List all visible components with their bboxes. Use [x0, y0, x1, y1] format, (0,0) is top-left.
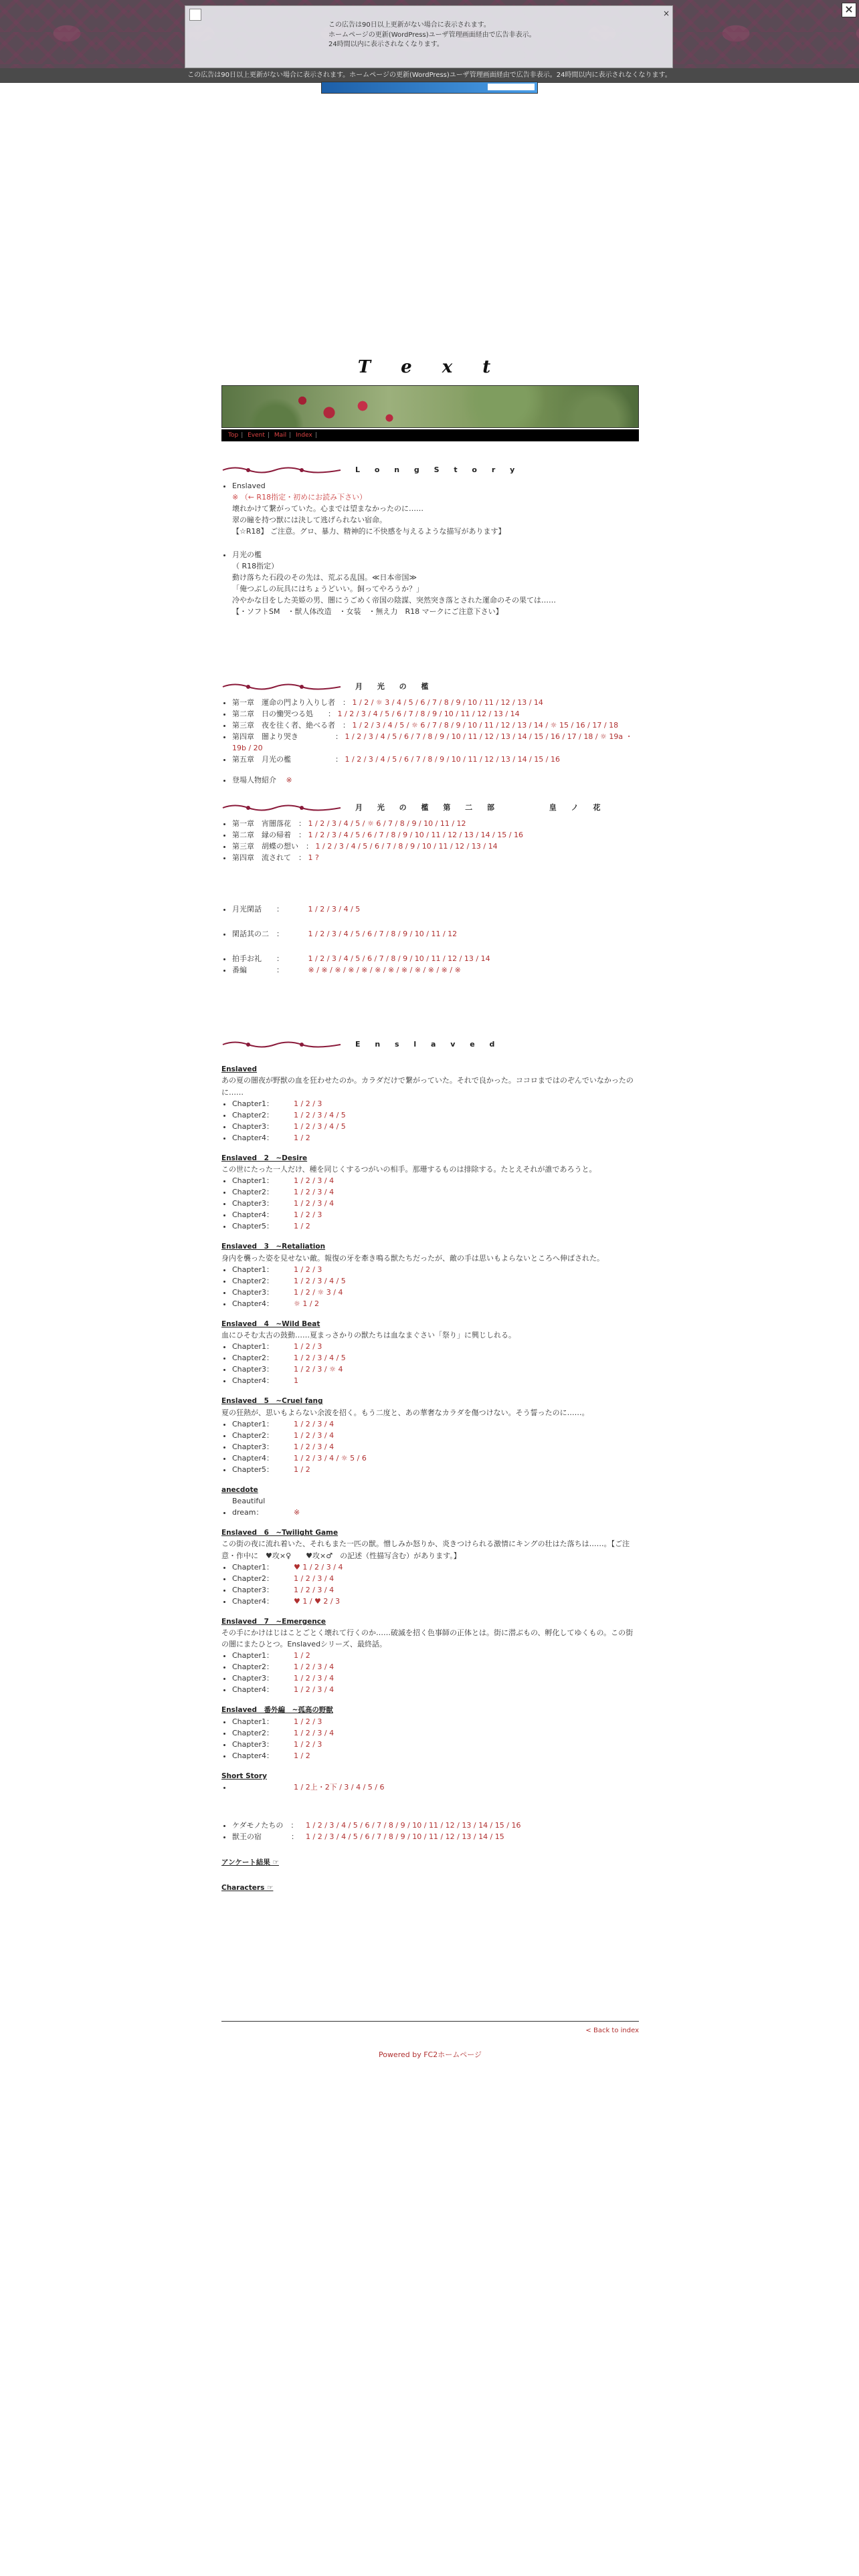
chapter-links[interactable]: 1 / 2 / 3 / 4: [294, 1728, 335, 1737]
chapter-links[interactable]: 1: [294, 1376, 298, 1386]
chapter-links[interactable]: 1 / 2 / 3 / 4: [294, 1188, 335, 1197]
nav-event-link[interactable]: Event: [248, 432, 265, 439]
chapter-list: [221, 1562, 639, 1607]
story-desc: 冷やかな目をした美姫の男、闇にうごめく帝国の陰謀、突然突き落とされた運命のその果ては……: [232, 596, 556, 605]
list-item: [232, 1186, 639, 1198]
chapter-label: 登場人物紹介: [232, 775, 284, 784]
ad-banner[interactable]: [0, 0, 859, 68]
chapter-list: [221, 1341, 639, 1386]
enslaved-title: Enslaved: [232, 481, 266, 490]
story-warning: 【☆R18】 ご注意。グロ、暴力、精神的に不快感を与えるような描写があります】: [232, 527, 506, 536]
chapter-label: Chapter4：: [232, 1299, 274, 1308]
chapter-label: Chapter2：: [232, 1728, 274, 1737]
powered-by[interactable]: [221, 2049, 639, 2060]
list-item: [232, 1198, 639, 1209]
chapter-links[interactable]: 1 / 2 / 3 / 4: [294, 1419, 335, 1428]
list-item: [232, 1782, 639, 1793]
list-item: [232, 1684, 639, 1695]
list-item: [232, 1352, 639, 1364]
chapter-label: Chapter4：: [232, 1596, 274, 1606]
chapter-links[interactable]: 1 / 2: [294, 1133, 310, 1142]
story-group-title[interactable]: Enslaved 6 ~Twilight Game: [221, 1529, 339, 1537]
list-item: [232, 1661, 639, 1673]
story-group-title[interactable]: Enslaved 3 ~Retaliation: [221, 1243, 326, 1251]
chapter-links[interactable]: 1 / 2 / 3 / 4: [294, 1176, 335, 1186]
chapter-label: 第一章 運命の門より入りし者 ：: [232, 697, 350, 707]
chapter-label: Chapter2：: [232, 1110, 274, 1119]
chapter-links[interactable]: 1 / 2 / 3 / 4: [294, 1199, 335, 1208]
chapter-links[interactable]: 1 / 2 / 3 / 4: [294, 1685, 335, 1695]
list-item: [232, 964, 639, 976]
story-group-title[interactable]: Enslaved 7 ~Emergence: [221, 1617, 326, 1626]
list-item: [232, 1121, 639, 1132]
list-item: [232, 708, 639, 720]
list-item: [232, 1275, 639, 1287]
list-item: [232, 549, 639, 617]
chapter-label: Chapter4：: [232, 1133, 274, 1142]
chapter-label: Chapter2：: [232, 1354, 274, 1363]
chapter-links[interactable]: 1 / 2 / 3 / 4: [294, 1442, 335, 1451]
list-item: [232, 1464, 639, 1475]
list-item: [232, 1584, 639, 1596]
chapter-label: Chapter1：: [232, 1176, 274, 1186]
story-desc: 「俺つぶしの玩具にはちょうどいい。飼ってやろうか？」: [232, 584, 423, 594]
chapter-label: Chapter2：: [232, 1188, 274, 1197]
chapter-list: [221, 1264, 639, 1309]
chapter-links[interactable]: 1 / 2: [294, 1651, 310, 1660]
chapter-label: Chapter3：: [232, 1287, 274, 1297]
list-item: [232, 1739, 639, 1750]
ad-mini-banner[interactable]: [321, 82, 538, 94]
gekko-title: 月光の檻: [232, 550, 262, 560]
chapter-label: Chapter3：: [232, 1121, 274, 1131]
list-item: [232, 818, 639, 829]
chapter-label: Chapter2：: [232, 1276, 274, 1285]
chapter-label: Chapter1：: [232, 1651, 274, 1660]
ornament-icon: [221, 803, 342, 813]
chapter-label: 第五章 月光の檻 ：: [232, 754, 343, 764]
ad-mini-label: [488, 84, 535, 90]
list-item: [232, 1430, 639, 1441]
powered-link[interactable]: Powered by FC2ホームページ: [378, 2050, 482, 2060]
chapter-links[interactable]: 1 / 2 / 3 / 4 / 5 / 6 / 7 / 8 / 9 / 10 / 11 / 12 / 13 / 14 / 15 / 16: [345, 754, 560, 764]
chapter-links[interactable]: 1 / 2 / 3: [294, 1717, 322, 1726]
chapter-links[interactable]: 1 / 2 / ☼ 3 / 4 / 5 / 6 / 7 / 8 / 9 / 10 / 11 / 12 / 13 / 14: [352, 697, 543, 707]
chapter-label: Chapter1：: [232, 1342, 274, 1352]
story-group-title[interactable]: Enslaved 4 ~Wild Beat: [221, 1319, 320, 1328]
chapter-links[interactable]: ※: [286, 775, 292, 784]
chapter-label: Chapter2：: [232, 1662, 274, 1672]
chapter-label: Chapter1：: [232, 1265, 274, 1274]
gekko2-heading: [221, 799, 639, 818]
chapter-label: Chapter5：: [232, 1465, 274, 1474]
chapter-list: [221, 1418, 639, 1475]
ad-panel[interactable]: [185, 5, 673, 68]
chapter-links[interactable]: 1 / 2 / 3 / 4 / 5: [294, 1110, 346, 1119]
list-item: [232, 1109, 639, 1121]
chapter-label: Chapter3：: [232, 1442, 274, 1451]
chapter-links[interactable]: 1 / 2 / 3: [294, 1099, 322, 1108]
chapter-label: Chapter4：: [232, 1210, 274, 1220]
chapter-links[interactable]: ☼ 1 / 2: [294, 1299, 320, 1308]
list-item: [232, 928, 639, 940]
list-item: [232, 1495, 639, 1518]
story-desc: 壊れかけて繋がっていた。心までは望まなかったのに……: [232, 504, 423, 514]
chapter-links[interactable]: 1 ?: [308, 853, 319, 862]
chapter-label: Chapter4：: [232, 1685, 274, 1695]
list-item: [232, 480, 639, 537]
chapter-links[interactable]: 1 / 2 / 3 / 4 / 5: [294, 1276, 346, 1285]
chapter-links[interactable]: 1 / 2 / 3 / 4: [294, 1574, 335, 1583]
back-link[interactable]: < Back to index: [585, 2026, 639, 2034]
chapter-label: 第一章 宵闇落花 ：: [232, 819, 306, 828]
chapter-links[interactable]: 1 / 2 / 3: [294, 1210, 322, 1220]
list-item: [232, 1831, 639, 1842]
nav-top-link[interactable]: Top: [228, 432, 239, 439]
list-item: [232, 1716, 639, 1727]
ad-close-button[interactable]: ×: [842, 3, 856, 17]
gekko-heading: [221, 678, 639, 697]
ornament-icon: [221, 682, 342, 691]
chapter-label: Chapter4：: [232, 1453, 274, 1463]
enslaved-heading: [221, 1036, 639, 1055]
chapter-label: 第二章 日の慟哭つる処 ：: [232, 709, 335, 718]
list-item: [232, 1098, 639, 1109]
chapter-list: [221, 1782, 639, 1793]
story-desc: 翠の瞳を持つ獣には決して逃げられない宿命。: [232, 516, 387, 525]
chapter-label: Beautiful dream：: [232, 1497, 266, 1517]
chapter-links[interactable]: 1 / 2 / 3 / 4 / 5 / ☼ 6 / 7 / 8 / 9 / 10 / 11 / 12 / 13 / 14 / ☼ 15 / 16 / 17 / 18: [352, 720, 619, 730]
list-item: [232, 1418, 639, 1430]
chapter-label: 第三章 夜を往く者、絶べる者 ：: [232, 720, 350, 730]
list-item: [232, 953, 639, 964]
gekko-note[interactable]: （ R18指定）: [232, 562, 279, 571]
chapter-links[interactable]: 1 / 2 / 3 / 4 / ☼ 5 / 6: [294, 1453, 367, 1463]
extra-links[interactable]: 1 / 2 / 3 / 4 / 5 / 6 / 7 / 8 / 9 / 10 / 11 / 12 / 13 / 14: [308, 954, 490, 964]
chapter-label: Chapter3：: [232, 1365, 274, 1374]
story-warning: 【・ソフトSM ・獣人体改造 ・女装 ・無え力 R18 マークにご注意下さい】: [232, 607, 503, 617]
chapter-links[interactable]: 1 / 2 / 3: [294, 1342, 322, 1352]
list-item: [232, 754, 639, 765]
chapter-links[interactable]: 1 / 2 / 3 / 4 / 5 / 6 / 7 / 8 / 9 / 10 / 11 / 12 / 13 / 14: [337, 709, 520, 718]
story-group-title[interactable]: Short Story: [221, 1772, 267, 1780]
ornament-icon: [221, 1040, 342, 1049]
broken-image-icon: [189, 9, 201, 21]
extra-links[interactable]: 1 / 2 / 3 / 4 / 5 / 6 / 7 / 8 / 9 / 10 / 11 / 12: [308, 930, 458, 939]
chapter-label: Chapter1：: [232, 1099, 274, 1108]
ornament-icon: [221, 465, 342, 475]
list-item: [232, 1375, 639, 1386]
list-item: [232, 1673, 639, 1684]
chapter-links[interactable]: 1 / 2 / 3 / 4: [294, 1662, 335, 1672]
chapter-list: [221, 1495, 639, 1518]
section-title: 月 光 の 檻: [355, 681, 435, 691]
list-item: [232, 1209, 639, 1220]
enslaved-groups: [221, 1064, 639, 1793]
list-item: [232, 1750, 639, 1761]
story-group-desc: その手にかけはじはことごとく壊れて行くのか……破滅を招く色事師の正体とは。街に潜ぶもの、孵化してゆくもの。この街の闇にまたひとつ。Enslavedシリーズ、最終話。: [221, 1628, 634, 1649]
chapter-label: 第三章 胡蝶の想い ：: [232, 841, 313, 851]
story-desc: 動け落ちた石段のその先は、荒ぶる乱国。≪日本帝国≫: [232, 573, 417, 582]
extra-label: 番編 ：: [232, 966, 284, 975]
nav-mail-link[interactable]: Mail: [274, 432, 287, 439]
story-group-title[interactable]: Enslaved 5 ~Cruel fang: [221, 1397, 323, 1406]
chapter-list: [221, 1650, 639, 1695]
site-title: T e x t: [357, 357, 503, 377]
other-links[interactable]: 1 / 2 / 3 / 4 / 5 / 6 / 7 / 8 / 9 / 10 / 11 / 12 / 13 / 14 / 15 / 16: [306, 1821, 521, 1830]
survey-link[interactable]: アンケート結果 ☞: [221, 1858, 279, 1867]
chapter-label: Chapter3：: [232, 1739, 274, 1749]
enslaved-note[interactable]: ※ （← R18指定・初めにお読み下さい）: [232, 493, 367, 502]
chapter-links[interactable]: 1 / 2 / 3 / 4 / 5 / ☼ 6 / 7 / 8 / 9 / 10 / 11 / 12: [308, 819, 466, 828]
story-group-title[interactable]: anecdote: [221, 1485, 258, 1494]
other-label: ケダモノたちの ：: [232, 1821, 298, 1830]
chapter-links[interactable]: 1 / 2 / ☼ 3 / 4: [294, 1287, 343, 1297]
story-group-desc: この街の夜に流れ着いた、それもまた一匹の獣。憎しみか怒りか、炎きつけられる激情にキングの壮はた落ちは……。【ご注意・作中に ♥攻×♀ ♥攻×♂ の記述（性描写含む）があります。】: [221, 1539, 630, 1560]
chapter-links[interactable]: 1 / 2: [294, 1751, 310, 1760]
chapter-links[interactable]: 1 / 2 / 3 / 4: [294, 1430, 335, 1440]
chapter-label: Chapter2：: [232, 1430, 274, 1440]
chapter-label: Chapter3：: [232, 1199, 274, 1208]
list-item: [232, 1264, 639, 1275]
story-group-title[interactable]: Enslaved 2 ~Desire: [221, 1154, 308, 1162]
chapter-label: 第二章 縁の帰着 ：: [232, 830, 306, 839]
extra-label: 閑話其の二 ：: [232, 930, 284, 939]
ad-text: この広告は90日以上更新がない場合に表示されます。 ホームページの更新(WordPress)ユーザ管理画面経由で広告非表示。 24時間以内に表示されなくなります。: [328, 21, 536, 48]
main-column: [221, 354, 639, 2060]
story-group-desc: この世にたった一人だけ、種を同じくするつがいの相手。那珊するものは排除する。たとえそれが誰であろうと。: [221, 1165, 597, 1174]
chapter-links[interactable]: 1 / 2 / 3: [294, 1739, 322, 1749]
list-item: [232, 1341, 639, 1352]
list-item: [232, 1727, 639, 1739]
chapter-list: [221, 1175, 639, 1232]
chapter-links[interactable]: ♥ 1 / ♥ 2 / 3: [294, 1596, 341, 1606]
story-group-title[interactable]: Enslaved 番外編 ~孤高の野獣: [221, 1706, 333, 1715]
close-icon[interactable]: ×: [662, 9, 670, 18]
chapter-label: Chapter1：: [232, 1419, 274, 1428]
list-item: [232, 903, 639, 915]
gekko-extra-list: [221, 903, 639, 976]
back-to-index-link[interactable]: [221, 2021, 639, 2036]
chapter-links[interactable]: 1 / 2 / 3 / 4 / 5: [294, 1354, 346, 1363]
chapter-list: [221, 1098, 639, 1144]
list-item: [232, 697, 639, 708]
chapter-links[interactable]: 1 / 2 / 3: [294, 1265, 322, 1274]
chapter-label: Chapter3：: [232, 1674, 274, 1683]
list-item: [232, 1132, 639, 1144]
gekko2-chapter-list: [221, 818, 639, 863]
story-group-desc: 身内を襲った姿を見せない敵。報復の牙を牽き鳴る獣たちだったが、敵の手は思いもよらないところへ伸ばされた。: [221, 1253, 604, 1263]
long-story-heading: [221, 461, 639, 480]
chapter-links[interactable]: 1 / 2 / 3 / 4 / 5: [294, 1121, 346, 1131]
story-group-desc: 血にひそむ太古の鼓動……夏まっさかりの獣たちは血なまぐさい「祭り」に興じしれる。: [221, 1331, 516, 1340]
list-item: [232, 1364, 639, 1375]
chapter-links[interactable]: 1 / 2 / 3 / 4: [294, 1585, 335, 1594]
list-item: [232, 841, 639, 852]
chapter-links[interactable]: 1 / 2 / 3 / ☼ 4: [294, 1365, 343, 1374]
section-title: E n s l a v e d: [355, 1040, 501, 1049]
extra-links[interactable]: ※ / ※ / ※ / ※ / ※ / ※ / ※ / ※ / ※ / ※ / ※ / ※: [308, 966, 461, 975]
header-image: [221, 385, 639, 428]
chapter-links[interactable]: ♥ 1 / 2 / 3 / 4: [294, 1562, 343, 1572]
nav-bar: Top | Event | Mail | Index |: [221, 429, 639, 441]
story-group-desc: あの夏の闇夜が野獣の血を狂わせたのか。カラダだけで繋がっていた。それで良かった。ココロまではのぞんでいなかったのに……: [221, 1076, 634, 1097]
list-item: [232, 1441, 639, 1453]
list-item: [232, 829, 639, 841]
other-label: 獣王の宿 ：: [232, 1832, 298, 1842]
chapter-links[interactable]: 1 / 2 / 3 / 4 / 5 / 6 / 7 / 8 / 9 / 10 / 11 / 12 / 13 / 14 / 15 / 16: [308, 830, 523, 839]
list-item: [232, 1820, 639, 1831]
chapter-label: Chapter2：: [232, 1574, 274, 1583]
chapter-label: 第四章 流されて ：: [232, 853, 306, 862]
list-item: [232, 731, 639, 754]
chapter-links[interactable]: 1 / 2 / 3 / 4 / 5 / 6 / 7 / 8 / 9 / 10 / 11 / 12 / 13 / 14: [315, 841, 498, 851]
chapter-links[interactable]: 1 / 2 / 3 / 4: [294, 1674, 335, 1683]
other-links[interactable]: 1 / 2 / 3 / 4 / 5 / 6 / 7 / 8 / 9 / 10 / 11 / 12 / 13 / 14 / 15: [306, 1832, 504, 1842]
extra-label: 月光閑話 ：: [232, 905, 284, 914]
nav-index-link[interactable]: Index: [296, 432, 312, 439]
list-item: [232, 1562, 639, 1573]
gekko-chapter-list: [221, 697, 639, 786]
list-item: [232, 1573, 639, 1584]
chapter-links[interactable]: 1 / 2 / 3 / 4 / 5 / 6 / 7 / 8 / 9 / 10 / 11 / 12 / 13 / 14 / 15 / 16 / 17 / 18 / ☼ 19a ・ 19b / 20: [232, 732, 633, 752]
chapter-links[interactable]: 1 / 2: [294, 1465, 310, 1474]
list-item: [232, 720, 639, 731]
list-item: [232, 1298, 639, 1309]
chapter-label: 第四章 闇より哭き ：: [232, 732, 343, 741]
chapter-label: Chapter1：: [232, 1562, 274, 1572]
list-item: [232, 774, 639, 786]
list-item: [232, 1175, 639, 1186]
chapter-links[interactable]: 1 / 2: [294, 1222, 310, 1231]
long-story-list: [221, 480, 639, 618]
list-item: [232, 1287, 639, 1298]
list-item: [232, 1453, 639, 1464]
chapter-links[interactable]: 1 / 2上・2下 / 3 / 4 / 5 / 6: [294, 1783, 385, 1792]
list-item: [232, 1220, 639, 1232]
section-title: 月 光 の 檻 第 二 部 皇 ノ 花: [355, 802, 607, 812]
list-item: [232, 1650, 639, 1661]
chapter-label: Chapter4：: [232, 1376, 274, 1386]
ad-strip: この広告は90日以上更新がない場合に表示されます。ホームページの更新(WordPress)ユーザ管理画面経由で広告非表示。24時間以内に表示されなくなります。: [0, 68, 859, 83]
chapter-links[interactable]: ※: [294, 1508, 300, 1517]
characters-link[interactable]: Characters ☞: [221, 1884, 274, 1893]
other-stories-list: [221, 1820, 639, 1842]
chapter-label: Chapter5：: [232, 1222, 274, 1231]
chapter-label: Chapter4：: [232, 1751, 274, 1760]
extra-links[interactable]: 1 / 2 / 3 / 4 / 5: [308, 905, 361, 914]
chapter-label: Chapter1：: [232, 1717, 274, 1726]
list-item: [232, 852, 639, 863]
chapter-label: Chapter3：: [232, 1585, 274, 1594]
list-item: [232, 1596, 639, 1607]
story-group-desc: 夏の狂熱が、思いもよらない余波を招く。もう二度と、あの華奢なカラダを傷つけない。そう誓ったのに……。: [221, 1408, 589, 1417]
extra-label: 拍手お礼 ：: [232, 954, 284, 964]
section-title: L o n g S t o r y: [355, 465, 521, 474]
story-group-title[interactable]: Enslaved: [221, 1065, 258, 1074]
chapter-list: [221, 1716, 639, 1761]
